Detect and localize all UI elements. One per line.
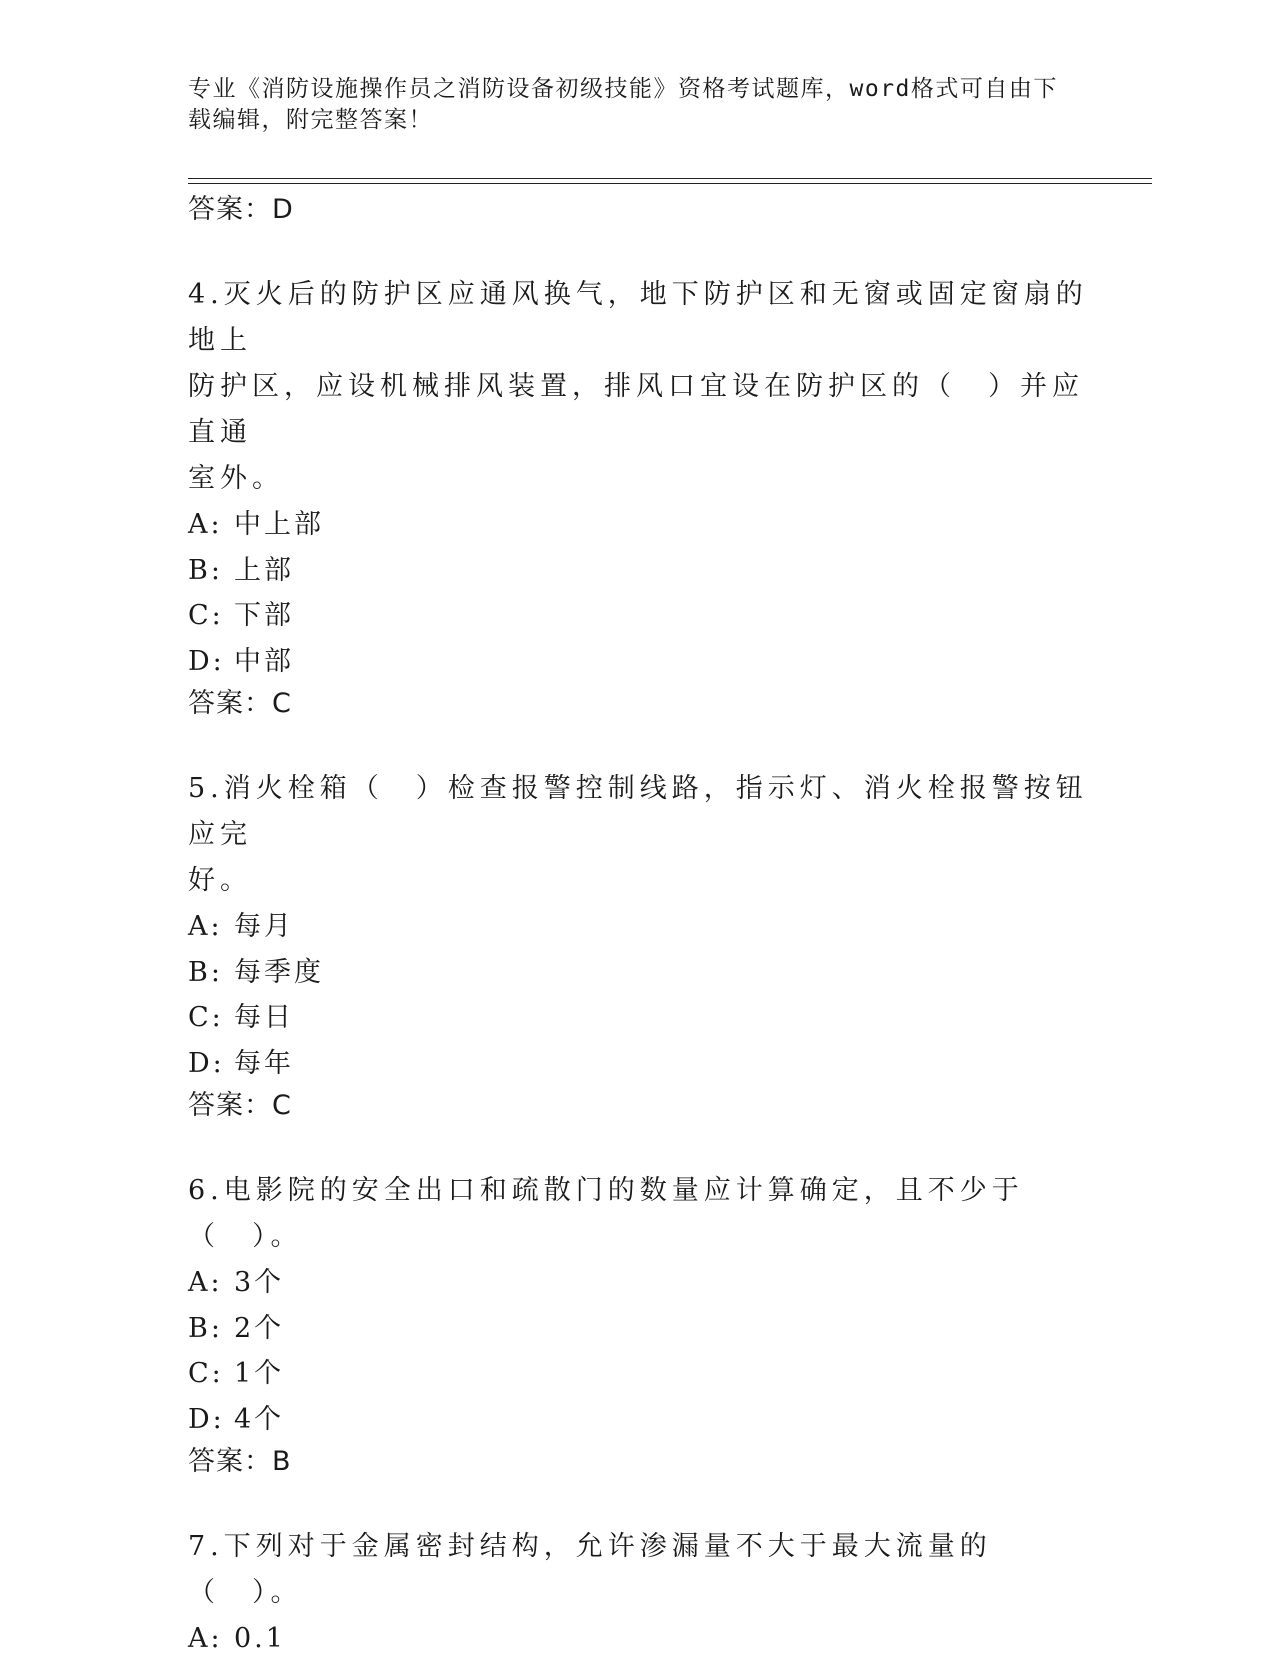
option-text: 每日 (234, 1002, 294, 1033)
question-item (188, 1524, 1088, 1662)
option-a (188, 502, 1088, 548)
option-b (188, 1306, 1088, 1352)
option-key: B: (188, 1312, 223, 1344)
option-d (188, 1041, 1088, 1087)
option-text: 每月 (234, 911, 294, 942)
question-item (188, 272, 1088, 730)
option-key: D: (188, 1047, 225, 1079)
question-line: 7.下列对于金属密封结构，允许渗漏量不大于最大流量的（ ）。 (188, 1531, 992, 1608)
option-text: 下部 (234, 600, 294, 631)
option-key: A: (188, 1267, 223, 1298)
option-key: C: (188, 600, 224, 631)
option-text: 每年 (234, 1047, 294, 1079)
question-text (188, 272, 1088, 502)
question-item (188, 1168, 1088, 1488)
option-text: 4个 (234, 1403, 285, 1435)
header-divider-top (188, 178, 1152, 179)
option-key: B: (188, 554, 223, 586)
question-text (188, 766, 1088, 904)
question-item (188, 766, 1088, 1132)
option-text: 中上部 (234, 509, 324, 540)
option-key: D: (188, 1403, 225, 1435)
option-a (188, 904, 1088, 950)
option-b (188, 950, 1088, 996)
option-c (188, 593, 1088, 639)
option-text: 1个 (234, 1358, 285, 1389)
option-a (188, 1260, 1088, 1306)
question-list (188, 190, 1088, 1662)
answer-label: 答案：C (188, 1090, 292, 1121)
option-text: 3个 (234, 1267, 285, 1298)
question-line: 5.消火栓箱（ ）检查报警控制线路，指示灯、消火栓报警按钮应完 (188, 773, 1088, 850)
question-text (188, 1524, 1088, 1616)
question-line: 好。 (188, 865, 252, 896)
option-c (188, 995, 1088, 1041)
option-d (188, 1397, 1088, 1443)
option-text: 每季度 (234, 956, 324, 988)
header-divider-bottom (188, 183, 1152, 184)
option-key: A: (188, 1623, 223, 1654)
option-text: 0.1 (234, 1623, 286, 1654)
document-header (188, 74, 1068, 136)
option-c (188, 1351, 1088, 1397)
question-line: 6.电影院的安全出口和疏散门的数量应计算确定，且不少于（ ）。 (188, 1175, 1024, 1252)
option-a (188, 1616, 1088, 1662)
option-key: A: (188, 509, 223, 540)
question-line: 室外。 (188, 463, 284, 494)
option-key: A: (188, 911, 223, 942)
answer-label: 答案：B (188, 1446, 292, 1477)
header-line-1: 专业《消防设施操作员之消防设备初级技能》资格考试题库，word格式可自由下 (188, 76, 1058, 102)
option-b (188, 548, 1088, 594)
question-text (188, 1168, 1088, 1260)
option-text: 2个 (234, 1312, 285, 1344)
option-key: C: (188, 1002, 224, 1033)
answer-label: 答案：C (188, 688, 292, 719)
header-line-2: 载编辑，附完整答案！ (188, 107, 433, 133)
option-key: C: (188, 1358, 224, 1389)
option-key: D: (188, 645, 225, 677)
question-line: 4.灭火后的防护区应通风换气，地下防护区和无窗或固定窗扇的地上 (188, 279, 1088, 356)
option-d (188, 639, 1088, 685)
question-line: 防护区，应设机械排风装置，排风口宜设在防护区的（ ）并应直通 (188, 371, 1084, 448)
answer-label: 答案：D (188, 194, 294, 225)
option-text: 中部 (234, 645, 294, 677)
option-text: 上部 (234, 554, 294, 586)
option-key: B: (188, 956, 223, 988)
